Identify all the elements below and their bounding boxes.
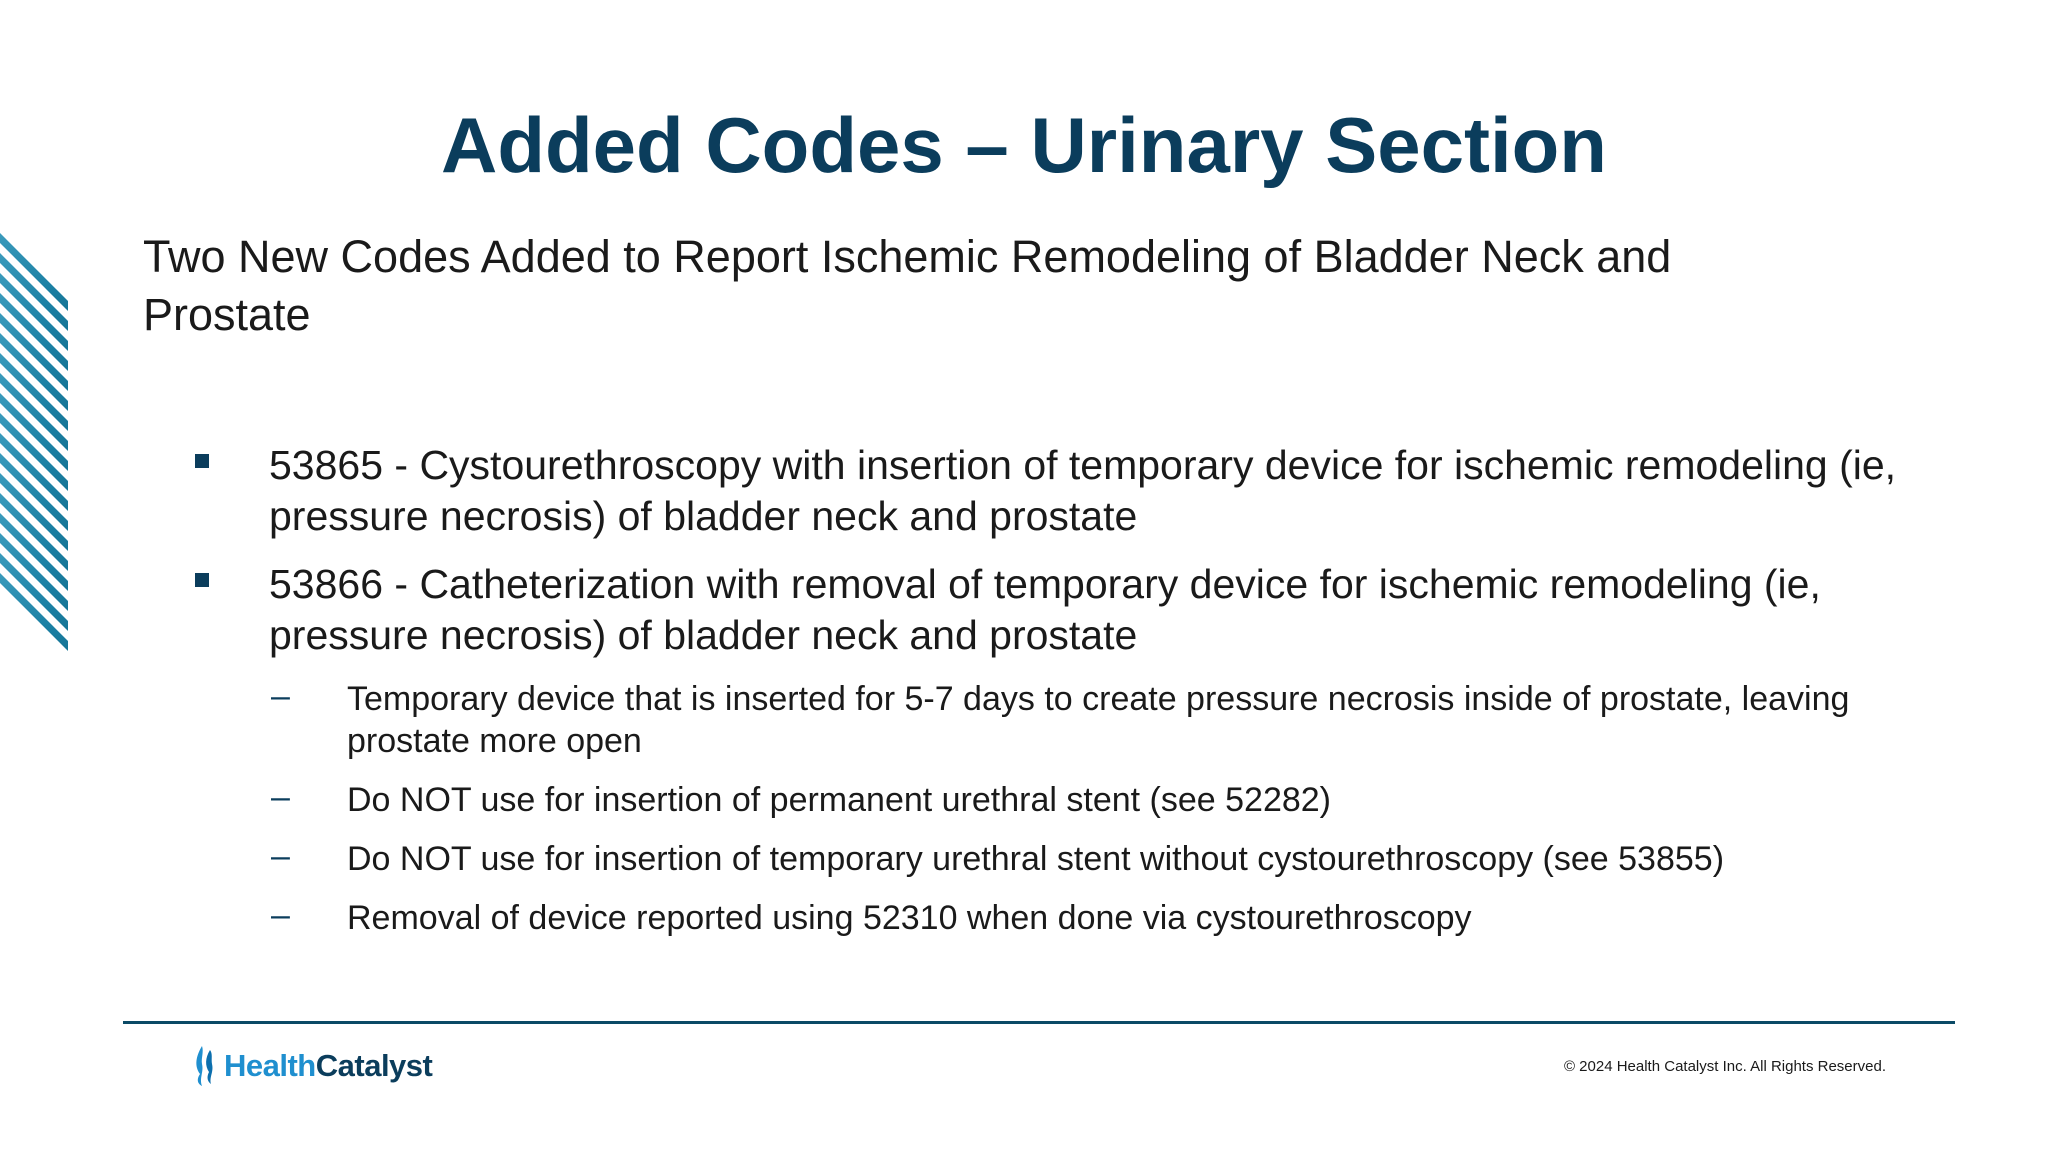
bullet-item: [143, 559, 1943, 661]
decorative-stripes: [0, 218, 68, 654]
bullet-text: 53866 - Catheterization with removal of temporary device for ischemic remodeling (ie, pressure necrosis) of bladder neck and prostate: [269, 561, 1821, 658]
footer-divider: [123, 1021, 1955, 1024]
slide-subtitle: Two New Codes Added to Report Ischemic Remodeling of Bladder Neck and Prostate: [143, 231, 1672, 340]
sub-bullet-list: [143, 678, 1943, 939]
sub-bullet-item: [143, 838, 1943, 880]
dash-icon: –: [271, 778, 290, 816]
bullet-list: [143, 440, 1943, 956]
sub-bullet-text: Temporary device that is inserted for 5-7 days to create pressure necrosis inside of prostate, leaving prostate more open: [347, 680, 1850, 760]
flame-logo-icon: [192, 1044, 220, 1088]
sub-bullet-text: Do NOT use for insertion of permanent urethral stent (see 52282): [347, 781, 1331, 819]
slide-title: Added Codes – Urinary Section: [441, 101, 1607, 189]
health-catalyst-logo: [192, 1044, 432, 1088]
dash-icon: –: [271, 677, 290, 715]
bullet-square-icon: [195, 454, 209, 468]
sub-bullet-text: Removal of device reported using 52310 when done via cystourethroscopy: [347, 899, 1472, 937]
logo-text-health: Health: [224, 1048, 316, 1083]
sub-bullet-item: [143, 678, 1943, 762]
logo-text-catalyst: Catalyst: [315, 1048, 433, 1083]
bullet-item: [143, 440, 1943, 542]
sub-bullet-item: [143, 779, 1943, 821]
sub-bullet-item: [143, 897, 1943, 939]
bullet-text: 53865 - Cystourethroscopy with insertion of temporary device for ischemic remodeling (ie, pressure necrosis) of bladder neck and prostate: [269, 442, 1897, 539]
dash-icon: –: [271, 837, 290, 875]
copyright-notice: © 2024 Health Catalyst Inc. All Rights Reserved.: [1563, 1058, 1886, 1075]
dash-icon: –: [271, 896, 290, 934]
bullet-square-icon: [195, 573, 209, 587]
sub-bullet-text: Do NOT use for insertion of temporary urethral stent without cystourethroscopy (see 53855): [347, 840, 1725, 878]
